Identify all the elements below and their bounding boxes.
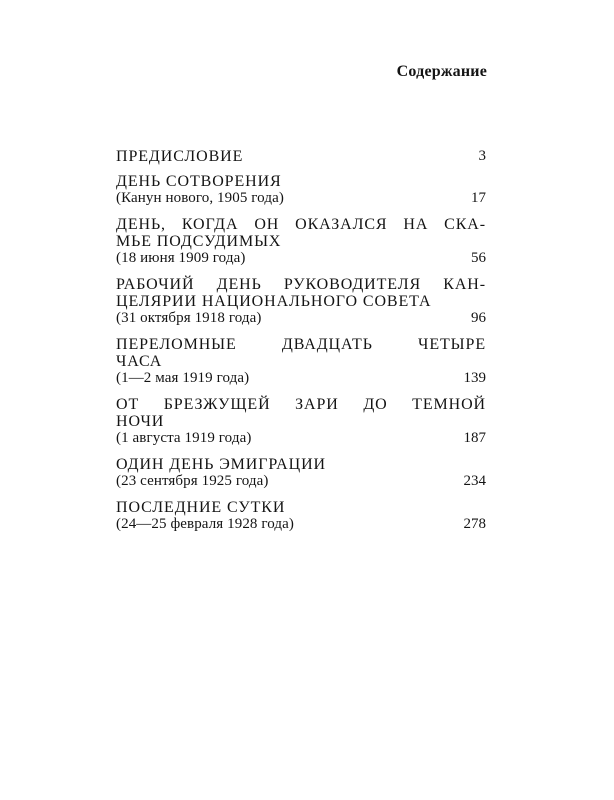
toc-entry-title-continued: ЧАСА bbox=[116, 353, 163, 370]
toc-entry-page: 96 bbox=[471, 310, 486, 326]
toc-entry-title-continued: МЬЕ ПОДСУДИМЫХ bbox=[116, 233, 282, 250]
toc-entry[interactable] bbox=[116, 336, 486, 387]
toc-entry[interactable] bbox=[116, 216, 486, 267]
toc-entry-title: ДЕНЬ СОТВОРЕНИЯ bbox=[116, 173, 282, 190]
toc-entry-title-continued: ЦЕЛЯРИИ НАЦИОНАЛЬНОГО СОВЕТА bbox=[116, 293, 432, 310]
toc-entry-page: 187 bbox=[463, 430, 486, 446]
toc-entry-title-continued: НОЧИ bbox=[116, 413, 165, 430]
toc-entry[interactable] bbox=[116, 396, 486, 447]
toc-heading: Содержание bbox=[396, 63, 487, 80]
toc-entry-date: (31 октября 1918 года) bbox=[116, 310, 262, 326]
toc-entry-title: ОТ БРЕЗЖУЩЕЙ ЗАРИ ДО ТЕМНОЙ bbox=[116, 396, 486, 413]
table-of-contents bbox=[116, 148, 486, 542]
toc-entry-title: ПЕРЕЛОМНЫЕ ДВАДЦАТЬ ЧЕТЫРЕ bbox=[116, 336, 486, 353]
toc-entry-title: ПРЕДИСЛОВИЕ bbox=[116, 148, 244, 165]
toc-entry-page: 56 bbox=[471, 250, 486, 266]
toc-entry-title: РАБОЧИЙ ДЕНЬ РУКОВОДИТЕЛЯ КАН- bbox=[116, 276, 486, 293]
toc-entry-title: ОДИН ДЕНЬ ЭМИГРАЦИИ bbox=[116, 456, 326, 473]
toc-entry-date: (23 сентября 1925 года) bbox=[116, 473, 269, 489]
toc-entry-date: (24—25 февраля 1928 года) bbox=[116, 516, 295, 532]
toc-entry-page: 139 bbox=[463, 370, 486, 386]
toc-entry-date: (1 августа 1919 года) bbox=[116, 430, 252, 446]
toc-entry-date: (1—2 мая 1919 года) bbox=[116, 370, 250, 386]
toc-entry-preface[interactable] bbox=[116, 148, 486, 165]
toc-entry-page: 3 bbox=[478, 148, 486, 164]
toc-entry-date: (18 июня 1909 года) bbox=[116, 250, 246, 266]
toc-entry[interactable] bbox=[116, 276, 486, 327]
toc-entry-page: 234 bbox=[463, 473, 486, 489]
toc-entry-title: ДЕНЬ, КОГДА ОН ОКАЗАЛСЯ НА СКА- bbox=[116, 216, 486, 233]
toc-entry[interactable] bbox=[116, 499, 486, 533]
toc-entry-page: 278 bbox=[463, 516, 486, 532]
toc-entry[interactable] bbox=[116, 456, 486, 490]
toc-entry-page: 17 bbox=[471, 190, 486, 206]
toc-entry[interactable] bbox=[116, 173, 486, 207]
toc-entry-title: ПОСЛЕДНИЕ СУТКИ bbox=[116, 499, 286, 516]
toc-entry-date: (Канун нового, 1905 года) bbox=[116, 190, 284, 206]
